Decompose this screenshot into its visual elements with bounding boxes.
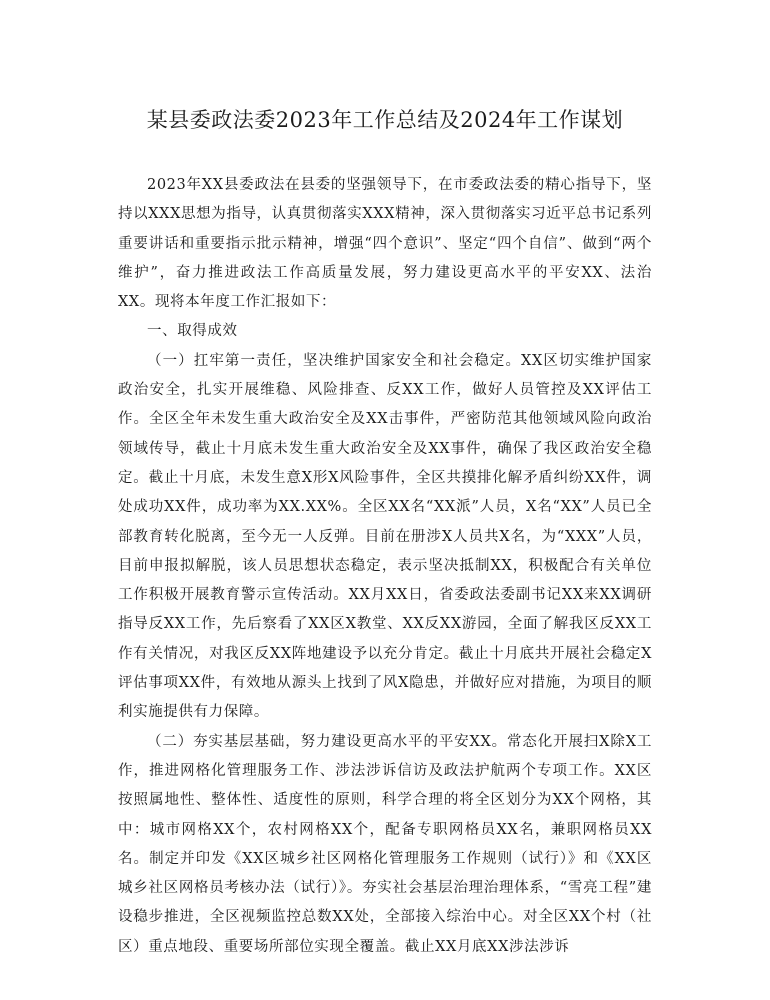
body-paragraph-2: （二）夯实基层基础，努力建设更高水平的平安XX。常态化开展扫X除X工作，推进网格化管理服务工作、涉法涉诉信访及政法护航两个专项工作。XX区按照属地性、整体性、适度性的原则，科学合理的将全区划分为XX个网格，其中：城市网格XX个，农村网格XX个，配备专职网格员XX名，兼职网格员XX名。制定并印发《XX区城乡社区网格化管理服务工作规则（试行）》和《XX区城乡社区网格员考核办法（试行）》。夯实社会基层治理治理体系，“雪亮工程”建设稳步推进，全区视频监控总数XX处，全部接入综治中心。对全区XX个村（社区）重点地段、重要场所部位实现全覆盖。截止XX月底XX涉法涉诉	[118, 733, 652, 955]
body-paragraph-1: （一）扛牢第一责任，坚决维护国家安全和社会稳定。XX区切实维护国家政治安全，扎实开展维稳、风险排查、反XX工作，做好人员管控及XX评估工作。全区全年未发生重大政治安全及XX击事件，严密防范其他领域风险向政治领域传导，截止十月底未发生重大政治安全及XX事件，确保了我区政治安全稳定。截止十月底，未发生意X形X风险事件，全区共摸排化解矛盾纠纷XX件，调处成功XX件，成功率为XX.XX%。全区XX名“XX派”人员，X名“XX”人员已全部教育转化脱离，至今无一人反弹。目前在册涉X人员共X名，为“XXX”人员，目前申报拟解脱，该人员思想状态稳定，表示坚决抵制XX，积极配合有关单位工作积极开展教育警示宣传活动。XX月XX日，省委政法委副书记XX来XX调研指导反XX工作，先后察看了XX区X教堂、XX反XX游园，全面了解我区反XX工作有关情况，对我区反XX阵地建设予以充分肯定。截止十月底共开展社会稳定X评估事项XX件，有效地从源头上找到了风X隐患，并做好应对措施，为项目的顺利实施提供有力保障。	[118, 352, 652, 721]
intro-paragraph: 2023年XX县委政法在县委的坚强领导下，在市委政法委的精心指导下，坚持以XXX思想为指导，认真贯彻落实XXX精神，深入贯彻落实习近平总书记系列重要讲话和重要指示批示精神，增强“四个意识”、坚定“四个自信”、做到“两个维护”，奋力推进政法工作高质量发展，努力建设更高水平的平安XX、法治XX。现将本年度工作汇报如下：	[118, 177, 652, 311]
section-heading: 一、取得成效	[147, 323, 238, 340]
document-title: 某县委政法委2023年工作总结及2024年工作谋划	[146, 108, 624, 132]
